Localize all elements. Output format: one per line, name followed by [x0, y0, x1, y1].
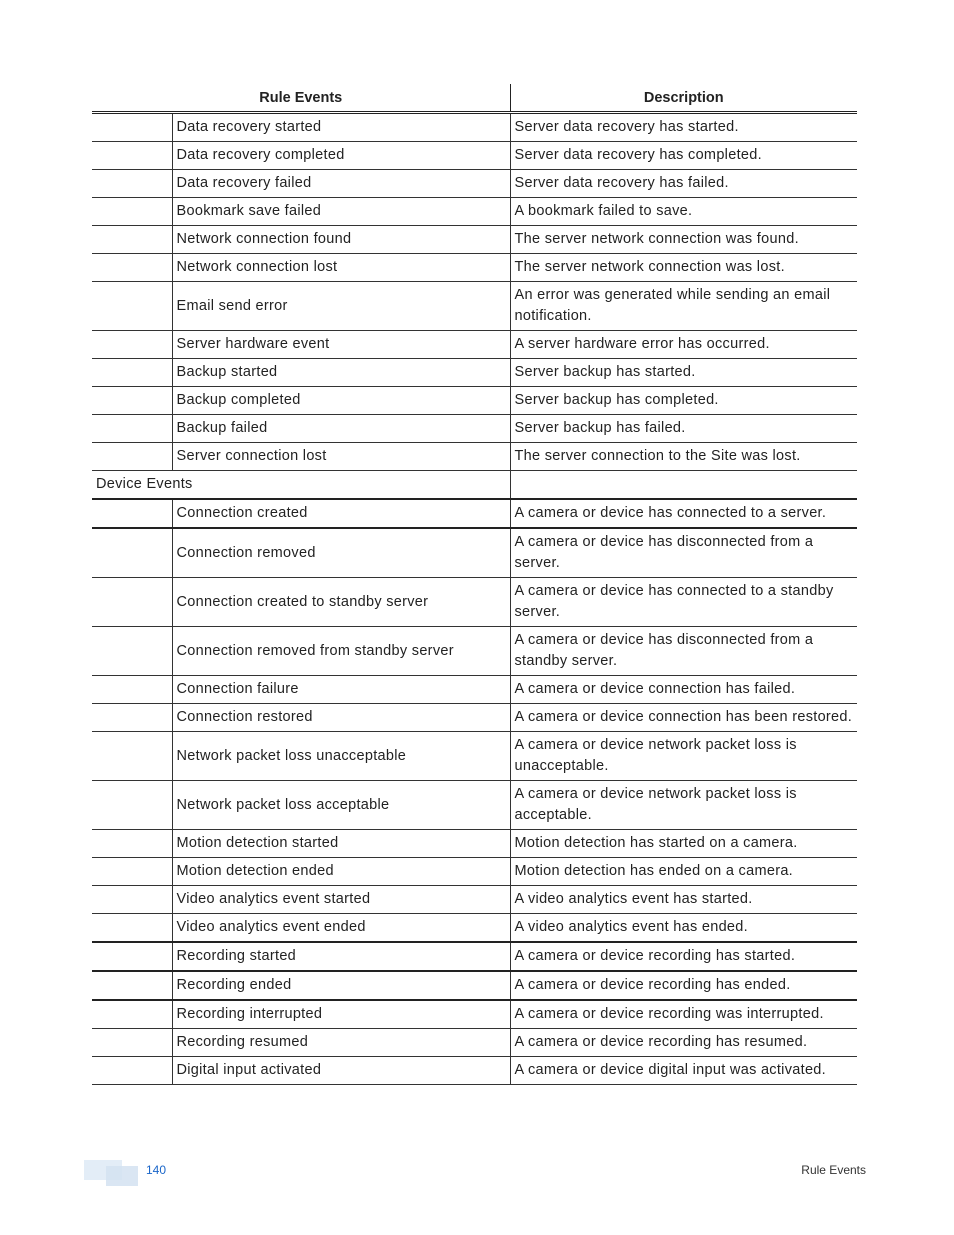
event-name-cell: Network connection lost [172, 254, 510, 282]
event-description-cell: Server backup has failed. [510, 415, 857, 443]
event-description-cell: A camera or device network packet loss is acceptable. [510, 781, 857, 830]
indent-cell [92, 732, 172, 781]
indent-cell [92, 858, 172, 886]
table-row [92, 359, 857, 387]
event-description-cell: Server data recovery has completed. [510, 142, 857, 170]
event-name-cell: Backup completed [172, 387, 510, 415]
indent-cell [92, 359, 172, 387]
indent-cell [92, 830, 172, 858]
indent-cell [92, 704, 172, 732]
event-description-cell: A camera or device digital input was activated. [510, 1057, 857, 1085]
event-description-cell: A server hardware error has occurred. [510, 331, 857, 359]
table-row [92, 499, 857, 528]
indent-cell [92, 198, 172, 226]
event-name-cell: Motion detection ended [172, 858, 510, 886]
section-label: Device Events [92, 471, 510, 500]
event-name-cell: Digital input activated [172, 1057, 510, 1085]
event-description-cell: A video analytics event has ended. [510, 914, 857, 943]
table-row [92, 142, 857, 170]
indent-cell [92, 226, 172, 254]
event-description-cell: A camera or device recording was interrupted. [510, 1000, 857, 1029]
event-name-cell: Network packet loss acceptable [172, 781, 510, 830]
event-name-cell: Connection created [172, 499, 510, 528]
event-name-cell: Recording resumed [172, 1029, 510, 1057]
table-row [92, 914, 857, 943]
table-row [92, 627, 857, 676]
event-name-cell: Recording ended [172, 971, 510, 1000]
event-name-cell: Bookmark save failed [172, 198, 510, 226]
indent-cell [92, 627, 172, 676]
event-name-cell: Network packet loss unacceptable [172, 732, 510, 781]
indent-cell [92, 1029, 172, 1057]
table-row [92, 732, 857, 781]
event-name-cell: Recording started [172, 942, 510, 971]
rule-events-header: Rule Events [92, 84, 510, 113]
event-name-cell: Connection created to standby server [172, 578, 510, 627]
event-name-cell: Video analytics event ended [172, 914, 510, 943]
event-description-cell: Server backup has completed. [510, 387, 857, 415]
table-row [92, 942, 857, 971]
indent-cell [92, 113, 172, 142]
table-row [92, 971, 857, 1000]
event-name-cell: Recording interrupted [172, 1000, 510, 1029]
table-row [92, 331, 857, 359]
footer-section-name: Rule Events [801, 1163, 866, 1177]
event-description-cell: A camera or device has disconnected from a standby server. [510, 627, 857, 676]
indent-cell [92, 676, 172, 704]
table-row [92, 198, 857, 226]
event-description-cell: A camera or device recording has started. [510, 942, 857, 971]
indent-cell [92, 387, 172, 415]
event-description-cell: Server data recovery has failed. [510, 170, 857, 198]
table-header-row [92, 84, 857, 113]
event-description-cell: The server network connection was found. [510, 226, 857, 254]
section-description-cell [510, 471, 857, 500]
table-row [92, 676, 857, 704]
indent-cell [92, 499, 172, 528]
table-row [92, 254, 857, 282]
rule-events-table [92, 84, 857, 1085]
indent-cell [92, 578, 172, 627]
table-row [92, 226, 857, 254]
event-description-cell: Server data recovery has started. [510, 113, 857, 142]
table-row [92, 1057, 857, 1085]
event-name-cell: Email send error [172, 282, 510, 331]
table-row [92, 781, 857, 830]
event-description-cell: A bookmark failed to save. [510, 198, 857, 226]
description-header: Description [510, 84, 857, 113]
table-row [92, 704, 857, 732]
indent-cell [92, 443, 172, 471]
indent-cell [92, 415, 172, 443]
event-name-cell: Connection removed from standby server [172, 627, 510, 676]
event-name-cell: Data recovery started [172, 113, 510, 142]
event-description-cell: A camera or device connection has been restored. [510, 704, 857, 732]
event-name-cell: Motion detection started [172, 830, 510, 858]
event-name-cell: Data recovery completed [172, 142, 510, 170]
table-row [92, 858, 857, 886]
event-name-cell: Data recovery failed [172, 170, 510, 198]
indent-cell [92, 942, 172, 971]
event-name-cell: Server hardware event [172, 331, 510, 359]
event-description-cell: Motion detection has started on a camera. [510, 830, 857, 858]
table-row [92, 415, 857, 443]
indent-cell [92, 331, 172, 359]
event-description-cell: A camera or device recording has resumed. [510, 1029, 857, 1057]
event-name-cell: Backup started [172, 359, 510, 387]
indent-cell [92, 142, 172, 170]
event-name-cell: Server connection lost [172, 443, 510, 471]
indent-cell [92, 282, 172, 331]
table-row [92, 113, 857, 142]
indent-cell [92, 1057, 172, 1085]
table-row [92, 170, 857, 198]
event-description-cell: A camera or device connection has failed. [510, 676, 857, 704]
table-row [92, 886, 857, 914]
event-description-cell: A camera or device has disconnected from a server. [510, 528, 857, 578]
indent-cell [92, 528, 172, 578]
event-description-cell: An error was generated while sending an email notification. [510, 282, 857, 331]
table-row [92, 387, 857, 415]
event-description-cell: A video analytics event has started. [510, 886, 857, 914]
indent-cell [92, 971, 172, 1000]
rule-events-table-container [92, 84, 857, 1085]
event-name-cell: Network connection found [172, 226, 510, 254]
indent-cell [92, 886, 172, 914]
table-row [92, 443, 857, 471]
event-name-cell: Backup failed [172, 415, 510, 443]
event-description-cell: The server network connection was lost. [510, 254, 857, 282]
section-row [92, 471, 857, 500]
indent-cell [92, 170, 172, 198]
event-description-cell: A camera or device has connected to a standby server. [510, 578, 857, 627]
indent-cell [92, 914, 172, 943]
event-name-cell: Video analytics event started [172, 886, 510, 914]
event-description-cell: A camera or device recording has ended. [510, 971, 857, 1000]
table-row [92, 1029, 857, 1057]
table-row [92, 578, 857, 627]
table-row [92, 282, 857, 331]
page-number: 140 [146, 1163, 167, 1177]
event-name-cell: Connection removed [172, 528, 510, 578]
table-row [92, 830, 857, 858]
event-name-cell: Connection failure [172, 676, 510, 704]
table-body [92, 113, 857, 1085]
event-description-cell: Motion detection has ended on a camera. [510, 858, 857, 886]
indent-cell [92, 254, 172, 282]
event-name-cell: Connection restored [172, 704, 510, 732]
event-description-cell: Server backup has started. [510, 359, 857, 387]
indent-cell [92, 1000, 172, 1029]
event-description-cell: The server connection to the Site was lost. [510, 443, 857, 471]
table-row [92, 1000, 857, 1029]
event-description-cell: A camera or device network packet loss is unacceptable. [510, 732, 857, 781]
table-row [92, 528, 857, 578]
event-description-cell: A camera or device has connected to a server. [510, 499, 857, 528]
indent-cell [92, 781, 172, 830]
footer-logo [84, 1160, 138, 1188]
